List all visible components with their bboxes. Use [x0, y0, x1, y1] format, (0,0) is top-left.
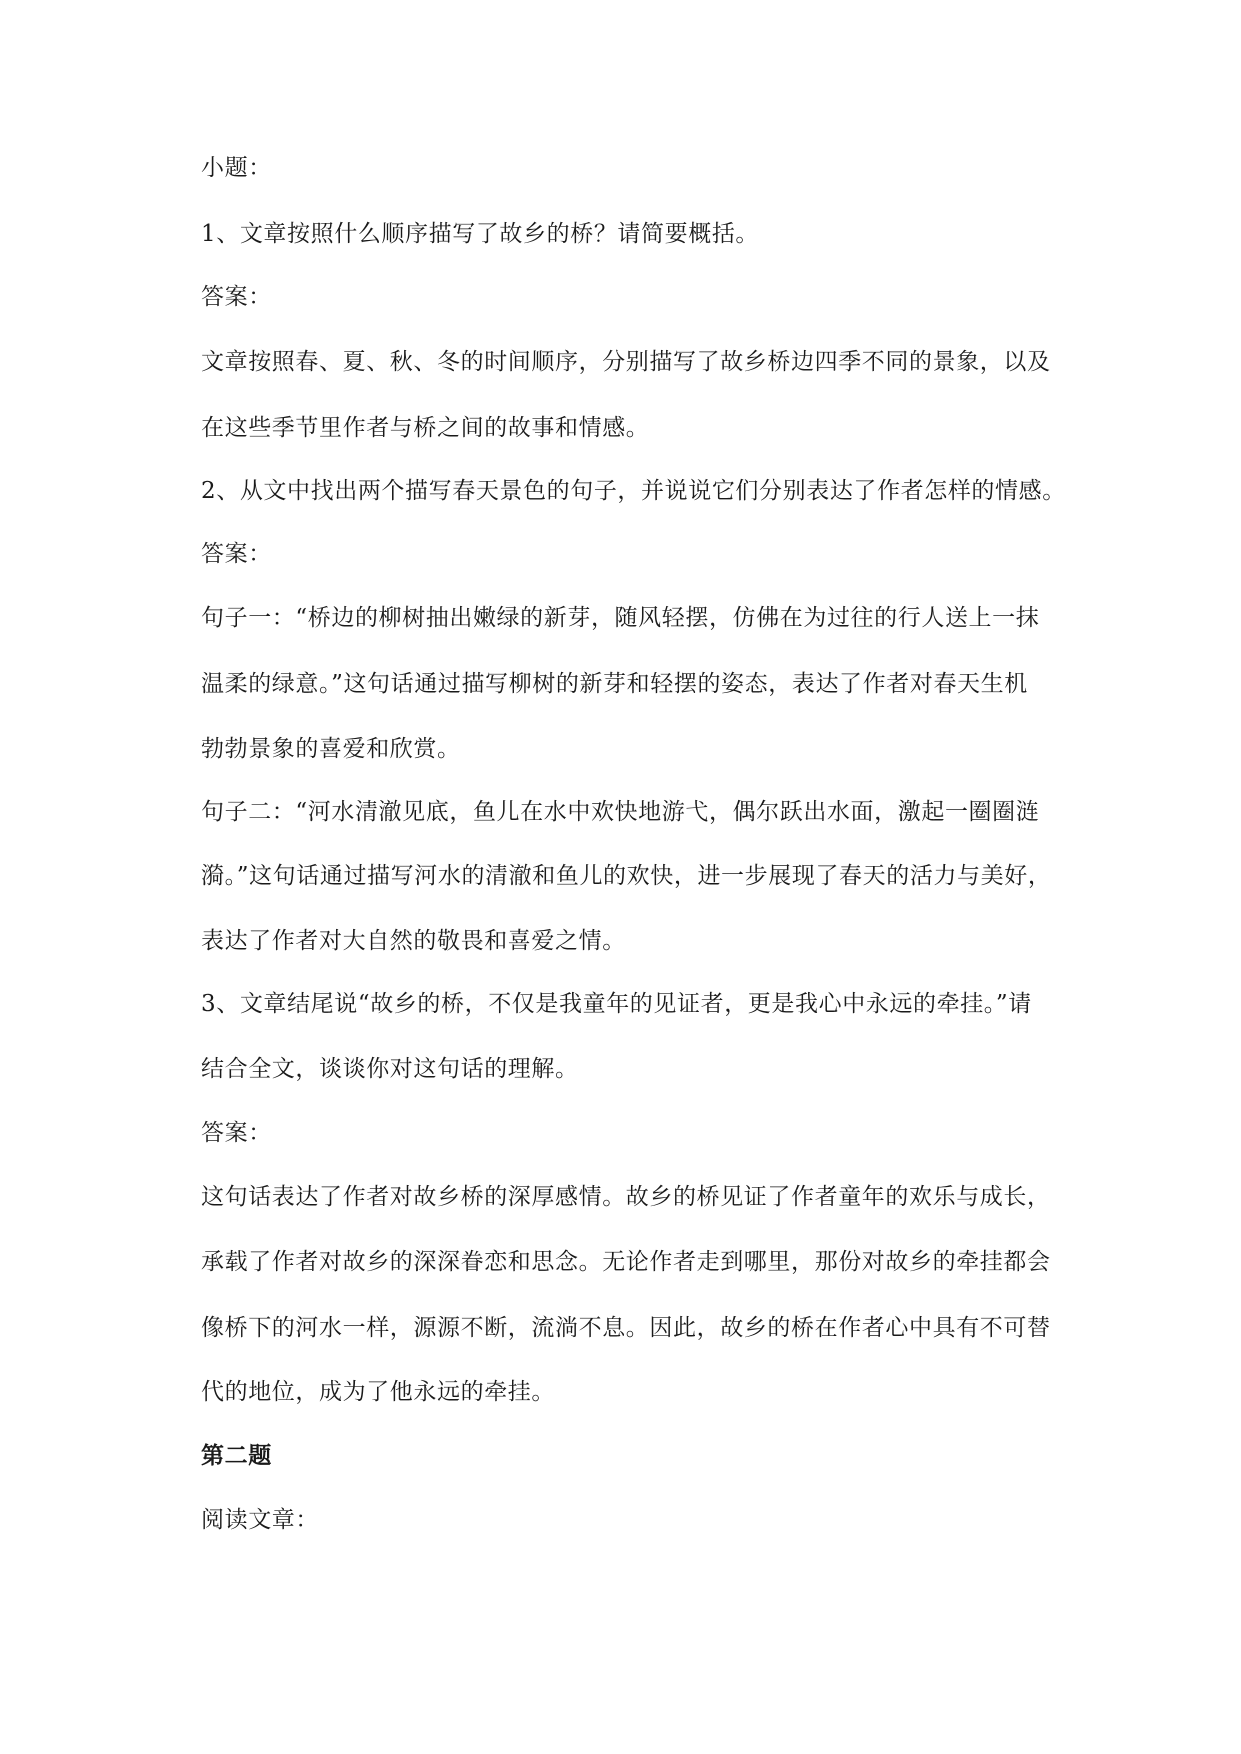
sentence-2-line-1: 句子二：“河水清澈见底，鱼儿在水中欢快地游弋，偶尔跃出水面，激起一圈圈涟 — [201, 799, 1040, 825]
answer-label-1: 答案： — [201, 284, 272, 310]
question-1: 1、文章按照什么顺序描写了故乡的桥？请简要概括。 — [201, 221, 760, 247]
question-3-line-1: 3、文章结尾说“故乡的桥，不仅是我童年的见证者，更是我心中永远的牵挂。”请 — [201, 991, 1032, 1017]
answer-3-line-1: 这句话表达了作者对故乡桥的深厚感情。故乡的桥见证了作者童年的欢乐与成长， — [201, 1184, 1051, 1210]
answer-label-3: 答案： — [201, 1120, 272, 1146]
answer-1-line-2: 在这些季节里作者与桥之间的故事和情感。 — [201, 415, 650, 441]
subheading: 小题： — [201, 155, 272, 181]
sentence-1-line-3: 勃勃景象的喜爱和欣赏。 — [201, 736, 461, 762]
sentence-2-line-3: 表达了作者对大自然的敬畏和喜爱之情。 — [201, 928, 626, 954]
question-2: 2、从文中找出两个描写春天景色的句子，并说说它们分别表达了作者怎样的情感。 — [201, 478, 1066, 504]
answer-3-line-2: 承载了作者对故乡的深深眷恋和思念。无论作者走到哪里，那份对故乡的牵挂都会 — [201, 1249, 1051, 1275]
answer-3-line-4: 代的地位，成为了他永远的牵挂。 — [201, 1379, 555, 1405]
sentence-1-line-2: 温柔的绿意。”这句话通过描写柳树的新芽和轻摆的姿态，表达了作者对春天生机 — [201, 671, 1028, 697]
answer-label-2: 答案： — [201, 541, 272, 567]
section-2-title: 第二题 — [201, 1442, 272, 1469]
sentence-2-line-2: 漪。”这句话通过描写河水的清澈和鱼儿的欢快，进一步展现了春天的活力与美好， — [201, 863, 1052, 889]
sentence-1-line-1: 句子一：“桥边的柳树抽出嫩绿的新芽，随风轻摆，仿佛在为过往的行人送上一抹 — [201, 605, 1040, 631]
question-3-line-2: 结合全文，谈谈你对这句话的理解。 — [201, 1056, 579, 1082]
answer-1-line-1: 文章按照春、夏、秋、冬的时间顺序，分别描写了故乡桥边四季不同的景象，以及 — [201, 349, 1051, 375]
section-2-prompt: 阅读文章： — [201, 1507, 319, 1533]
answer-3-line-3: 像桥下的河水一样，源源不断，流淌不息。因此，故乡的桥在作者心中具有不可替 — [201, 1315, 1051, 1341]
